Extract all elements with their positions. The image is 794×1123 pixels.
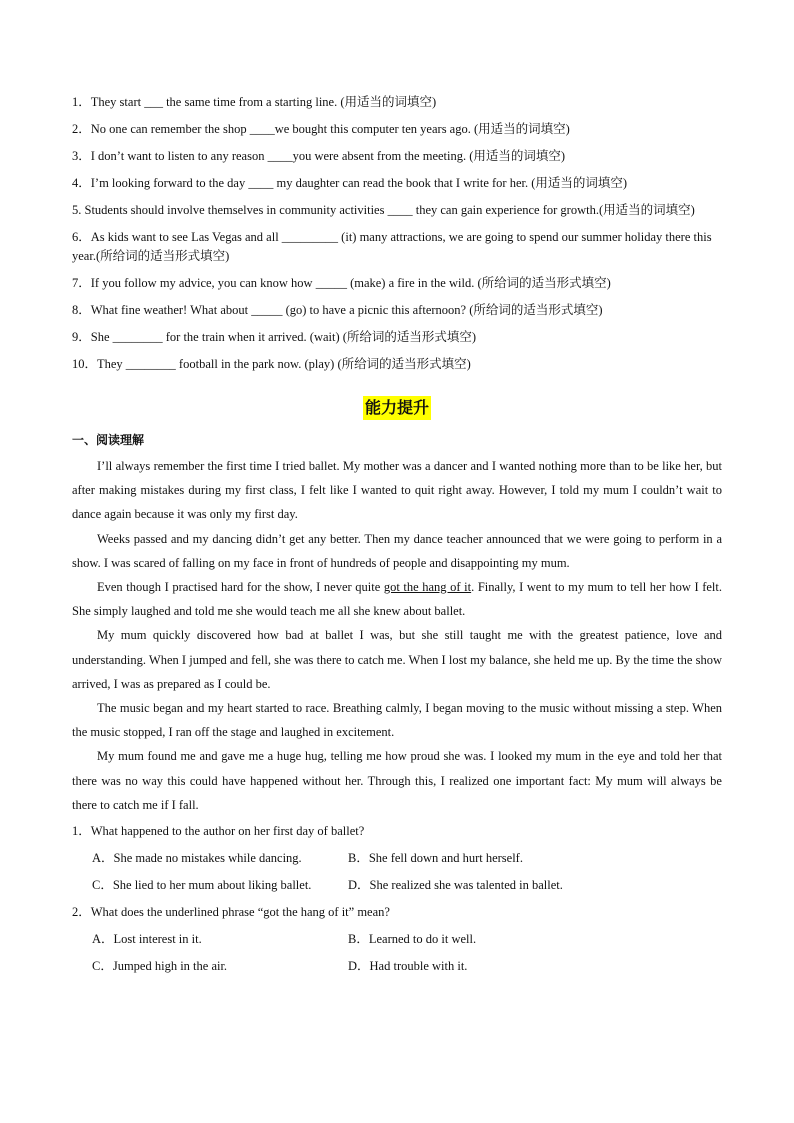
passage-paragraph: My mum found me and gave me a huge hug, telling me how proud she was. I looked my mum in the eye and told her that there was no way this could have happened without her. Through this, I realized one important fact: My mum will always be there to catch me if I fall. (72, 749, 722, 812)
passage-paragraph: The music began and my heart started to race. Breathing calmly, I began moving to the music without missing a step. When the music stopped, I ran off the stage and laughed in excitement. (72, 701, 722, 740)
option-a: A．She made no mistakes while dancing. (92, 851, 302, 866)
passage-paragraph: Weeks passed and my dancing didn’t get any better. Then my dance teacher announced that we were going to perform in a show. I was scared of falling on my face in front of hundreds of people and disappointing my mum. (72, 531, 722, 570)
reading-heading: 一、阅读理解 (72, 433, 145, 447)
underlined-phrase: got the hang of it (383, 580, 472, 595)
option-b: B．She fell down and hurt herself. (348, 851, 523, 866)
option-d: D．Had trouble with it. (348, 959, 468, 974)
option-c: C．She lied to her mum about liking ballet. (92, 878, 312, 893)
passage-paragraph: I’ll always remember the first time I tried ballet. My mother was a dancer and I wanted nothing more than to be like her, but after making mistakes during my first class, I felt like I wanted to quit right away. However, I told my mum I couldn’t wait to dance again because it was only my first day. (72, 459, 722, 522)
passage-paragraph (72, 575, 722, 623)
question-stem: 2．What does the underlined phrase “got the hang of it” mean? (72, 905, 390, 920)
option-a: A．Lost interest in it. (92, 932, 202, 947)
option-list (92, 849, 722, 895)
reading-passage (72, 454, 722, 817)
question-block (72, 903, 722, 976)
option-list (92, 930, 722, 976)
fill-blank-question: 7．If you follow my advice, you can know how _____ (make) a fire in the wild. (所给词的适当形式填空) (72, 276, 611, 290)
fill-blank-question: 8．What fine weather! What about _____ (go) to have a picnic this afternoon? (所给词的适当形式填空) (72, 303, 603, 317)
fill-blank-question: 6．As kids want to see Las Vegas and all _________ (it) many attractions, we are going to spend our summer holiday there this year.(所给词的适当形式填空) (72, 230, 712, 263)
paragraph-text: . Finally, I went to my mum to tell her how I felt. She simply laughed and told me she would teach me all she knew about ballet. (72, 580, 722, 619)
question-block (72, 822, 722, 895)
fill-blank-list (72, 93, 722, 374)
section-title: 能力提升 (363, 396, 431, 420)
fill-blank-question: 1．They start ___ the same time from a starting line. (用适当的词填空) (72, 95, 437, 109)
fill-blank-question: 9．She ________ for the train when it arrived. (wait) (所给词的适当形式填空) (72, 330, 477, 344)
section-title-wrap (72, 396, 722, 420)
content (72, 93, 722, 976)
option-c: C．Jumped high in the air. (92, 959, 228, 974)
option-b: B．Learned to do it well. (348, 932, 477, 947)
question-stem: 1．What happened to the author on her first day of ballet? (72, 824, 365, 839)
passage-paragraph: My mum quickly discovered how bad at ballet I was, but she still taught me with the greatest patience, love and understanding. When I jumped and fell, she was there to catch me. When I lost my balance, she held me up. By the time the show arrived, I was as prepared as I could be. (72, 628, 722, 691)
fill-blank-question: 10．They ________ football in the park now. (play) (所给词的适当形式填空) (72, 357, 471, 371)
fill-blank-question: 2．No one can remember the shop ____we bought this computer ten years ago. (用适当的词填空) (72, 122, 570, 136)
option-d: D．She realized she was talented in ballet. (348, 878, 563, 893)
fill-blank-question: 4．I’m looking forward to the day ____ my daughter can read the book that I write for her. (用适当的词填空) (72, 176, 628, 190)
fill-blank-question: 5. Students should involve themselves in community activities ____ they can gain experience for growth.(用适当的词填空) (72, 203, 695, 217)
paragraph-text: Even though I practised hard for the show, I never quite (97, 580, 384, 595)
fill-blank-question: 3．I don’t want to listen to any reason ____you were absent from the meeting. (用适当的词填空) (72, 149, 566, 163)
